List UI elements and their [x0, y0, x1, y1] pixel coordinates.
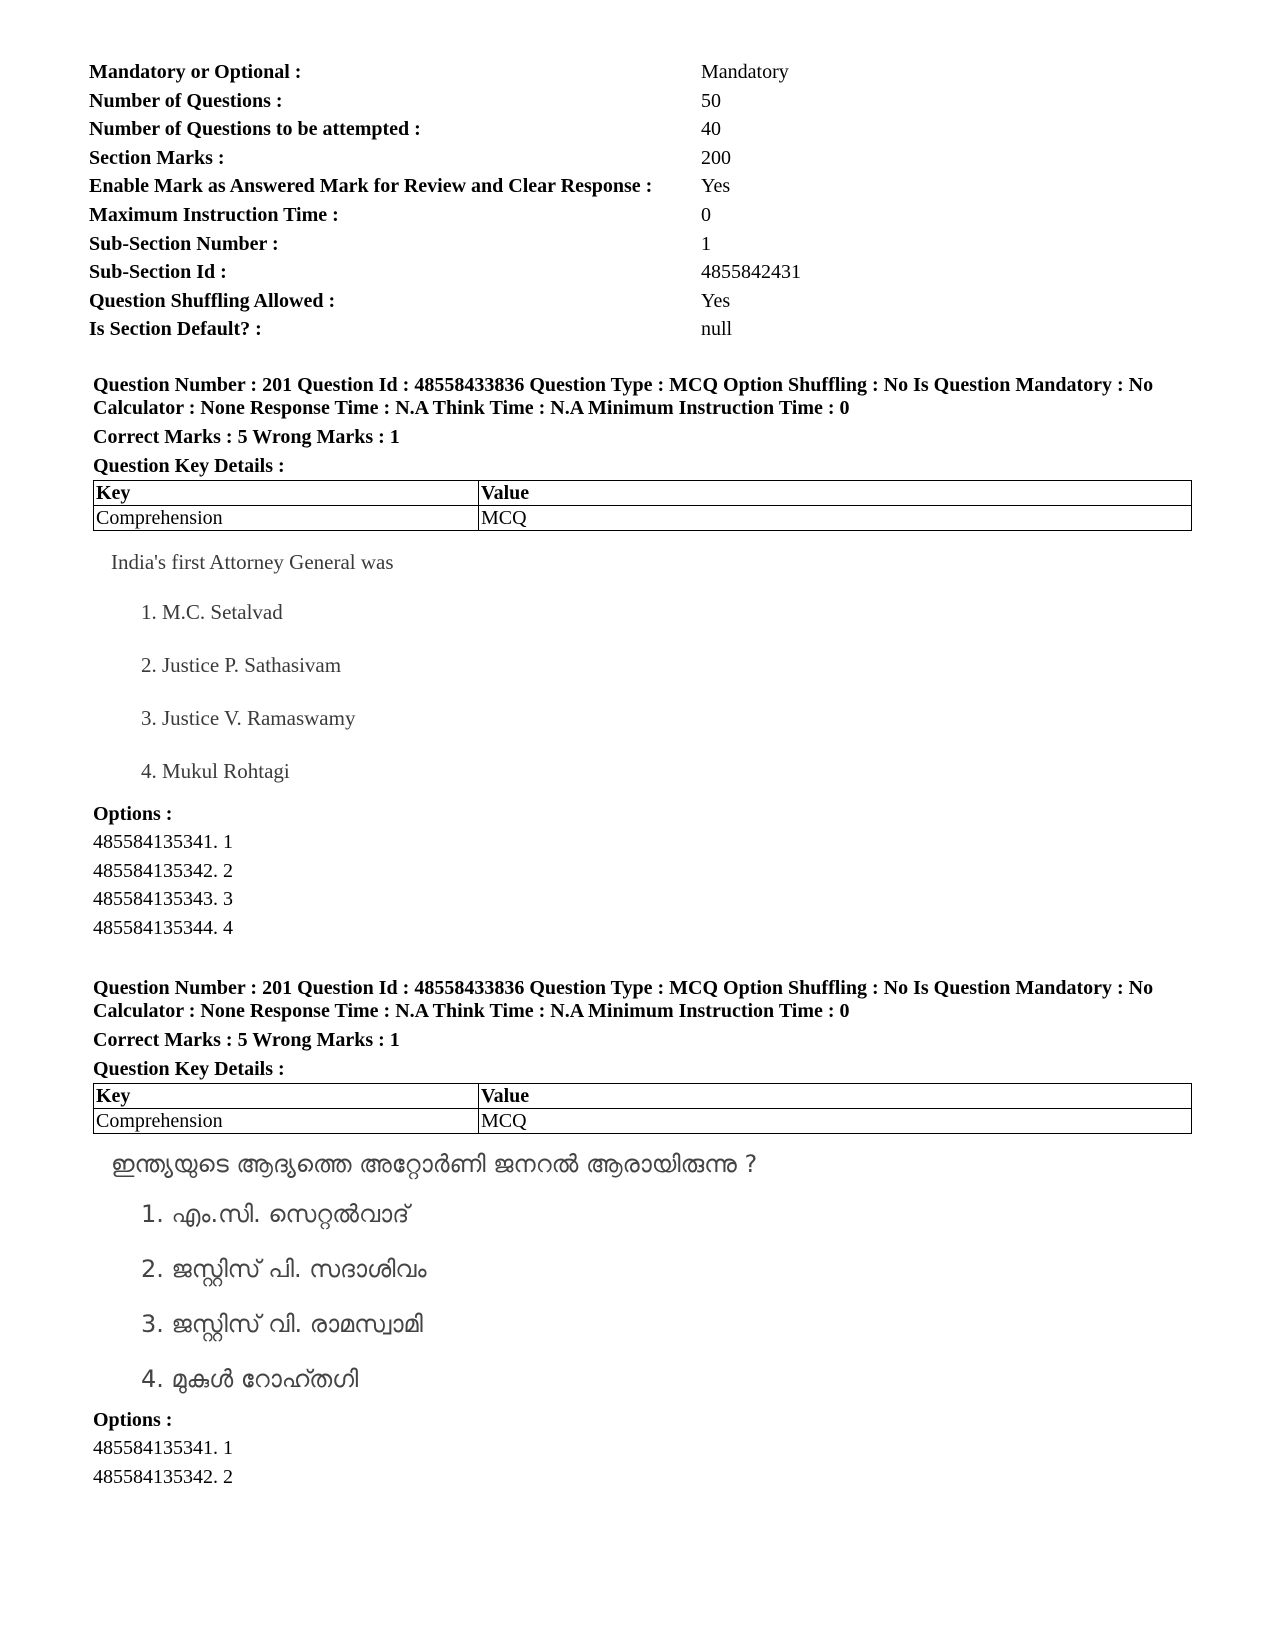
- meta-key: Enable Mark as Answered Mark for Review and Clear Response :: [89, 175, 653, 198]
- meta-row: [89, 230, 1229, 259]
- key-cell: Comprehension: [94, 1109, 479, 1134]
- key-table-header: [94, 481, 1192, 506]
- meta-value: 50: [701, 89, 721, 112]
- question-key-details-label: Question Key Details :: [93, 455, 285, 477]
- choice-item: 2. ജസ്റ്റിസ് പി. സദാശിവം: [141, 1255, 427, 1283]
- question-key-details-label: Question Key Details :: [93, 1058, 285, 1080]
- meta-row: [89, 144, 1229, 173]
- meta-row: [89, 287, 1229, 316]
- key-table-row: [94, 1109, 1192, 1134]
- key-column-header: Key: [94, 481, 479, 506]
- option-item: 485584135342. 2: [93, 1465, 233, 1488]
- meta-key: Number of Questions :: [89, 89, 283, 112]
- meta-value: Yes: [701, 289, 731, 312]
- meta-row: [89, 115, 1229, 144]
- question-image: [93, 549, 1193, 784]
- value-cell: MCQ: [479, 1109, 1192, 1134]
- question-marks: Correct Marks : 5 Wrong Marks : 1: [93, 1029, 400, 1051]
- meta-key: Is Section Default? :: [89, 318, 262, 341]
- key-table-row: [94, 506, 1192, 531]
- question-stem: ഇന്ത്യയുടെ ആദ്യത്തെ അറ്റോർണി ജനറൽ ആരായിരുന്നു ?: [111, 1150, 758, 1178]
- meta-value: null: [701, 318, 733, 341]
- value-column-header: Value: [479, 1084, 1192, 1109]
- key-cell: Comprehension: [94, 506, 479, 531]
- meta-row: [89, 201, 1229, 230]
- options-label: Options :: [93, 1409, 173, 1431]
- choice-item: 4. മുകുൾ റോഹ്തഗി: [141, 1365, 359, 1393]
- question-stem: India's first Attorney General was: [111, 550, 394, 574]
- meta-key: Section Marks :: [89, 146, 225, 169]
- choice-item: 1. M.C. Setalvad: [141, 600, 283, 624]
- meta-value: Yes: [701, 175, 731, 198]
- section-metadata: [89, 58, 1229, 344]
- meta-key: Question Shuffling Allowed :: [89, 289, 336, 312]
- question-image: [93, 1148, 1193, 1396]
- value-cell: MCQ: [479, 506, 1192, 531]
- question-header: Question Number : 201 Question Id : 48558433836 Question Type : MCQ Option Shuffling : No Is Question Mandatory : No Calculator : None Response Time : N.A Think Time : N.A Minimum Instruction Time : 0: [93, 374, 1154, 419]
- meta-value: 200: [701, 146, 731, 169]
- question-marks: Correct Marks : 5 Wrong Marks : 1: [93, 426, 400, 448]
- meta-value: Mandatory: [701, 61, 789, 83]
- meta-row: [89, 58, 1229, 87]
- option-item: 485584135341. 1: [93, 831, 233, 854]
- option-item: 485584135344. 4: [93, 916, 233, 939]
- meta-value: 1: [701, 232, 711, 255]
- meta-row: [89, 315, 1229, 344]
- option-item: 485584135343. 3: [93, 888, 233, 911]
- question-block-malayalam: [93, 977, 1193, 1491]
- meta-value: 40: [701, 118, 721, 141]
- meta-key: Maximum Instruction Time :: [89, 203, 339, 226]
- choice-item: 3. Justice V. Ramaswamy: [141, 706, 356, 730]
- options-label: Options :: [93, 803, 173, 825]
- meta-value: 0: [701, 203, 711, 226]
- meta-key: Mandatory or Optional :: [89, 61, 302, 83]
- key-table-header: [94, 1084, 1192, 1109]
- meta-key: Number of Questions to be attempted :: [89, 118, 421, 141]
- question-key-table: [93, 480, 1192, 531]
- value-column-header: Value: [479, 481, 1192, 506]
- question-block-english: [93, 374, 1193, 942]
- meta-key: Sub-Section Number :: [89, 232, 279, 255]
- meta-row: [89, 258, 1229, 287]
- question-header: Question Number : 201 Question Id : 48558433836 Question Type : MCQ Option Shuffling : No Is Question Mandatory : No Calculator : None Response Time : N.A Think Time : N.A Minimum Instruction Time : 0: [93, 977, 1154, 1022]
- question-key-table: [93, 1083, 1192, 1134]
- options-list: [93, 1406, 1193, 1491]
- choice-item: 4. Mukul Rohtagi: [141, 759, 290, 783]
- meta-row: [89, 172, 1229, 201]
- choice-item: 3. ജസ്റ്റിസ് വി. രാമസ്വാമി: [141, 1310, 423, 1338]
- option-item: 485584135341. 1: [93, 1437, 233, 1460]
- meta-value: 4855842431: [701, 261, 801, 284]
- meta-key: Sub-Section Id :: [89, 261, 227, 284]
- options-list: [93, 800, 1193, 942]
- option-item: 485584135342. 2: [93, 859, 233, 882]
- meta-row: [89, 87, 1229, 116]
- key-column-header: Key: [94, 1084, 479, 1109]
- choice-item: 1. എം.സി. സെറ്റൽവാദ്: [141, 1200, 410, 1228]
- choice-item: 2. Justice P. Sathasivam: [141, 653, 342, 677]
